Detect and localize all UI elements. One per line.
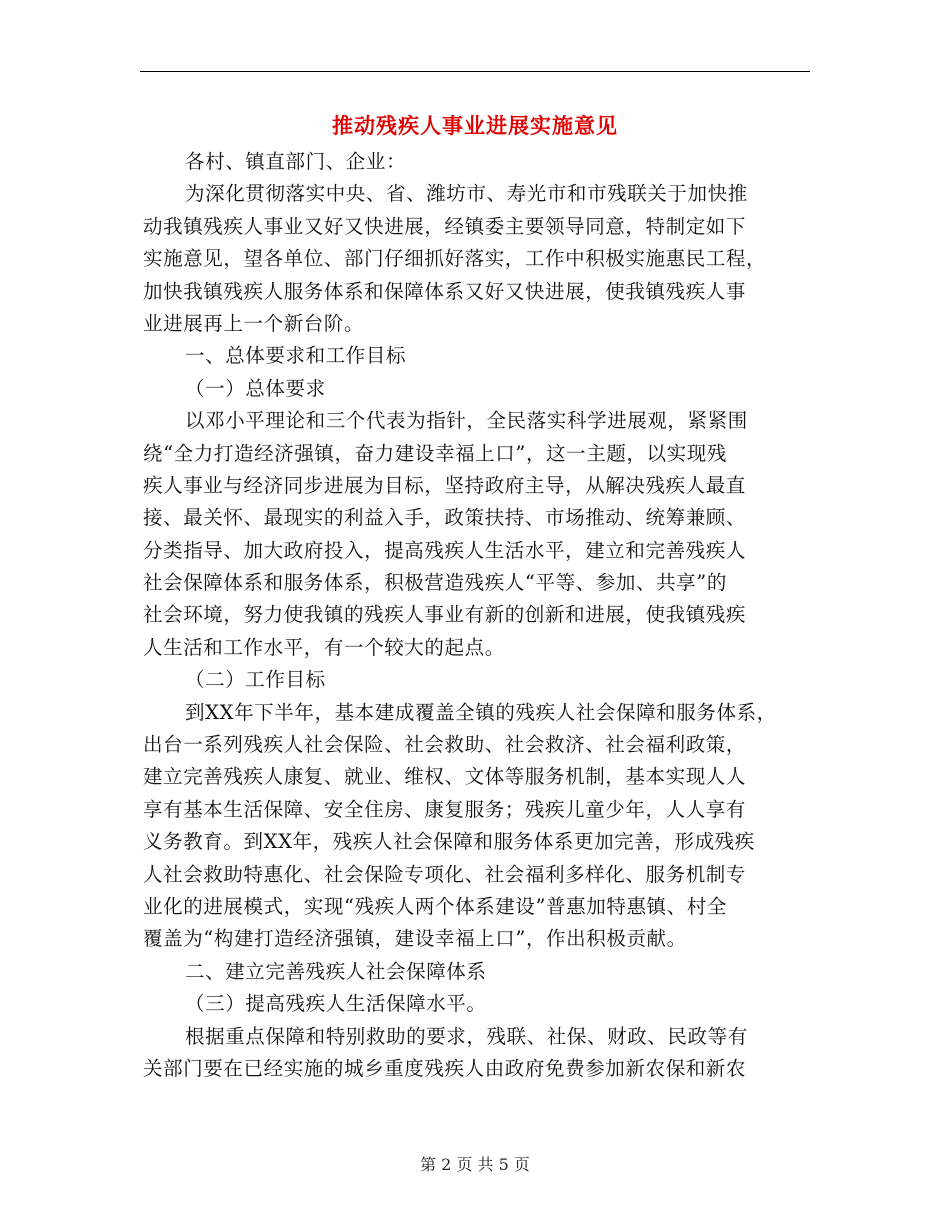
- body-line: 社会环境，努力使我镇的残疾人事业有新的创新和进展，使我镇残疾: [143, 603, 747, 627]
- body-line: 实施意见，望各单位、部门仔细抓好落实，工作中积极实施惠民工程，: [143, 247, 767, 271]
- page-number: 第 2 页 共 5 页: [420, 1155, 530, 1174]
- header-rule: [140, 71, 810, 72]
- document-title: 推动残疾人事业进展实施意见: [332, 113, 618, 138]
- body-line: 动我镇残疾人事业又好又快进展，经镇委主要领导同意，特制定如下: [143, 214, 747, 238]
- body-line: 到XX年下半年，基本建成覆盖全镇的残疾人社会保障和服务体系，: [185, 700, 777, 724]
- body-line: 接、最关怀、最现实的利益入手，政策扶持、市场推动、统筹兼顾、: [143, 506, 747, 530]
- body-line: 义务教育。到XX年，残疾人社会保障和服务体系更加完善，形成残疾: [143, 830, 755, 854]
- body-line: 根据重点保障和特别救助的要求，残联、社保、财政、民政等有: [185, 1024, 748, 1048]
- body-line: 享有基本生活保障、安全住房、康复服务；残疾儿童少年，人人享有: [143, 797, 747, 821]
- body-line: 一、总体要求和工作目标: [185, 344, 407, 368]
- body-line: （二）工作目标: [185, 668, 326, 692]
- body-line: 社会保障体系和服务体系，积极营造残疾人“平等、参加、共享”的: [143, 571, 727, 595]
- body-line: 二、建立完善残疾人社会保障体系: [185, 959, 487, 983]
- body-line: 各村、镇直部门、企业：: [185, 150, 407, 173]
- body-line: 人社会救助特惠化、社会保险专项化、社会福利多样化、服务机制专: [143, 862, 747, 886]
- body-line: 业化的进展模式，实现“残疾人两个体系建设”普惠加特惠镇、村全: [143, 894, 727, 918]
- body-line: 疾人事业与经济同步进展为目标，坚持政府主导，从解决残疾人最直: [143, 473, 747, 497]
- body-line: 建立完善残疾人康复、就业、维权、文体等服务机制，基本实现人人: [143, 765, 747, 789]
- body-line: 出台一系列残疾人社会保险、社会救助、社会救济、社会福利政策，: [143, 733, 747, 757]
- body-line: 覆盖为“构建打造经济强镇，建设幸福上口”，作出积极贡献。: [143, 927, 687, 951]
- body-line: 为深化贯彻落实中央、省、潍坊市、寿光市和市残联关于加快推: [185, 182, 748, 206]
- document-body: [143, 146, 823, 1085]
- body-line: 绕“全力打造经济强镇，奋力建设幸福上口”，这一主题，以实现残: [143, 441, 727, 465]
- body-line: （三）提高残疾人生活保障水平。: [185, 992, 487, 1016]
- body-line: 分类指导、加大政府投入，提高残疾人生活水平，建立和完善残疾人: [143, 538, 747, 562]
- body-line: （一）总体要求: [185, 376, 326, 400]
- body-line: 人生活和工作水平，有一个较大的起点。: [143, 635, 505, 659]
- body-line: 关部门要在已经实施的城乡重度残疾人由政府免费参加新农保和新农: [143, 1056, 747, 1080]
- body-line: 业进展再上一个新台阶。: [143, 311, 365, 335]
- body-line: 加快我镇残疾人服务体系和保障体系又好又快进展，使我镇残疾人事: [143, 279, 747, 303]
- body-line: 以邓小平理论和三个代表为指针，全民落实科学进展观，紧紧围: [185, 409, 748, 433]
